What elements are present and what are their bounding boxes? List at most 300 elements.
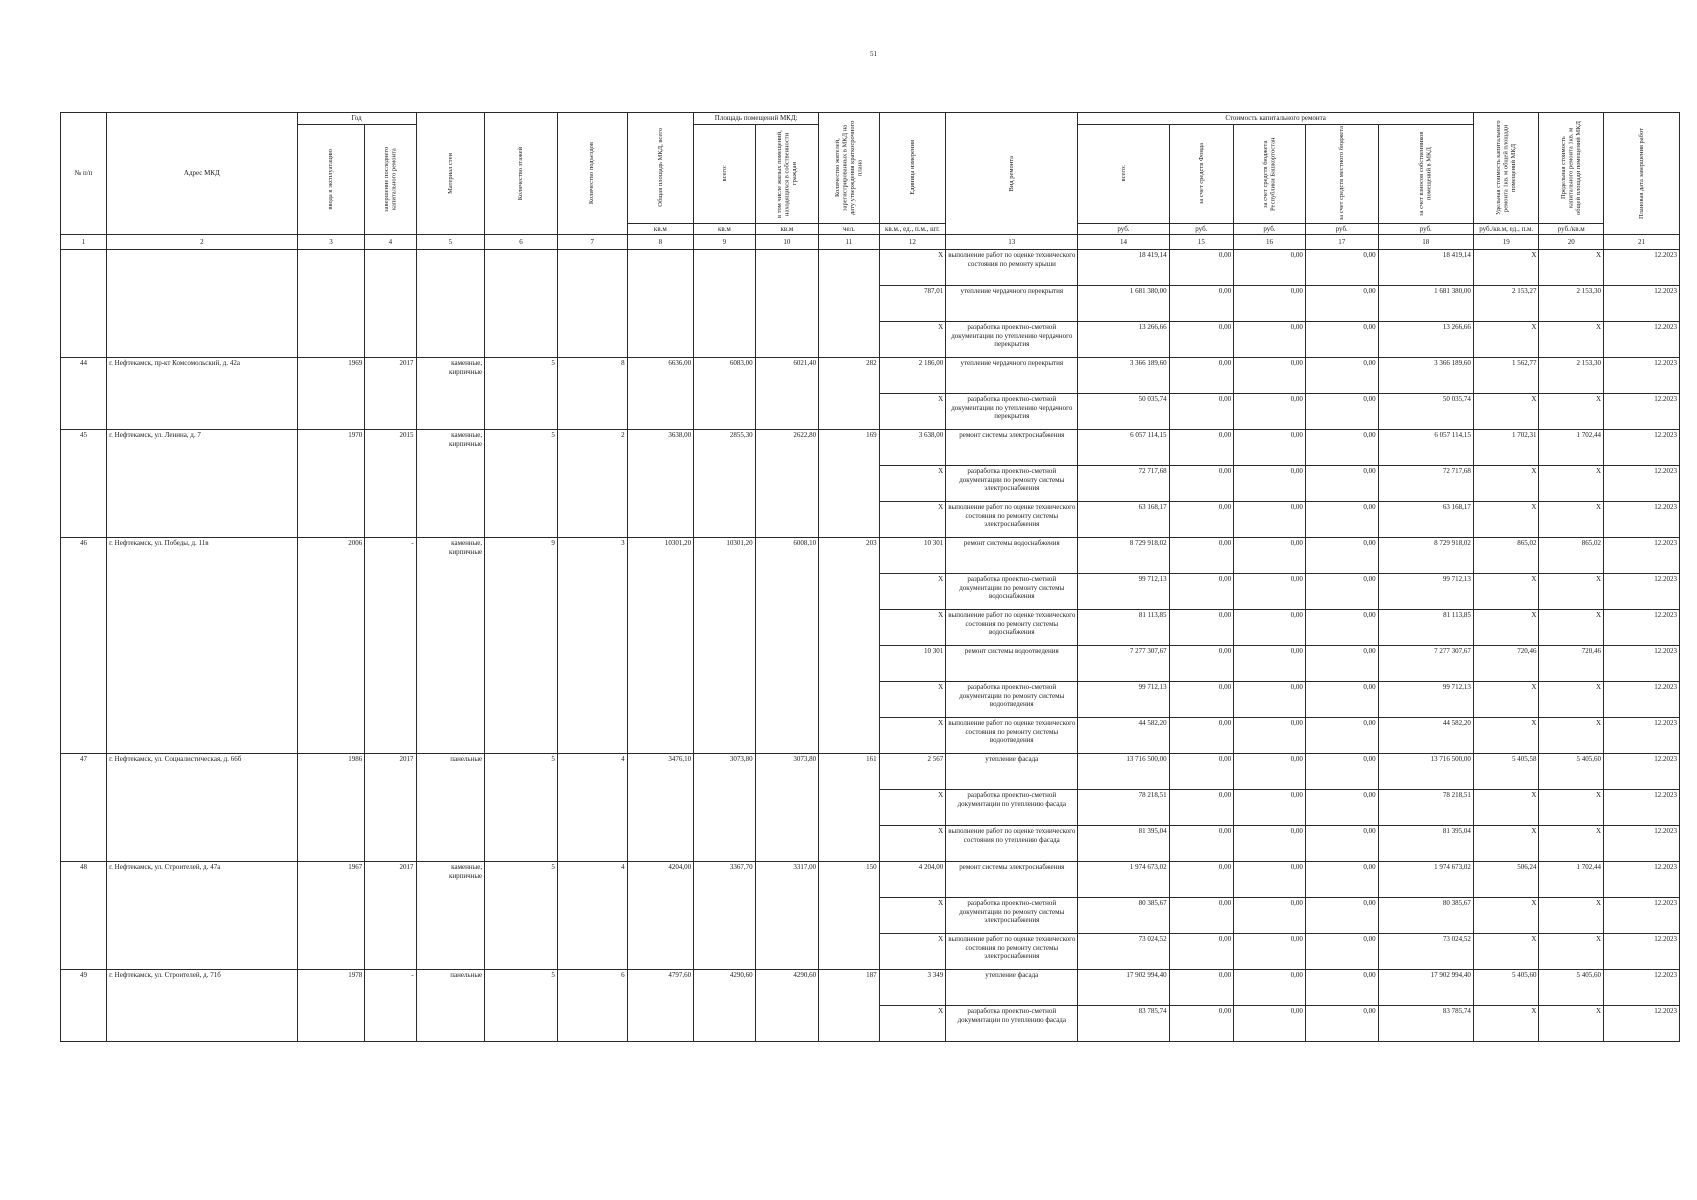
unit-cell: чел. [819, 223, 879, 235]
repair-type: разработка проектно-сметной документации по утеплению чердачного перекрытия [946, 394, 1078, 430]
cost-fund: 0,00 [1169, 394, 1234, 430]
repair-type: выполнение работ по оценке технического состояния по ремонту системы водоснабжения [946, 610, 1078, 646]
specific-cost: X [1473, 250, 1539, 286]
header-year-last-repair: завершение последнего капитального ремонта [382, 146, 398, 212]
repair-type: выполнение работ по оценке технического состояния по ремонту крыши [946, 250, 1078, 286]
premises-area: 4290,60 [694, 970, 755, 1042]
cost-republic: 0,00 [1234, 322, 1306, 358]
limit-cost: X [1539, 682, 1604, 718]
work-quantity: 2 567 [879, 754, 946, 790]
planned-date: 12.2023 [1604, 862, 1680, 898]
floors-count: 9 [485, 538, 558, 754]
cost-republic: 0,00 [1234, 970, 1306, 1006]
specific-cost: 5 405,58 [1473, 754, 1539, 790]
entrances-count: 3 [557, 538, 627, 754]
entrances-count: 6 [557, 970, 627, 1042]
premises-area [694, 250, 755, 358]
header-row-1 [61, 113, 1680, 125]
repair-type: утепление чердачного перекрытия [946, 286, 1078, 322]
cost-fund: 0,00 [1169, 790, 1234, 826]
column-number: 9 [694, 235, 755, 250]
row-number: 47 [61, 754, 107, 862]
work-quantity: X [879, 610, 946, 646]
residential-area: 6008,10 [755, 538, 819, 754]
specific-cost: X [1473, 718, 1539, 754]
cost-local: 0,00 [1305, 1006, 1378, 1042]
repair-plan-table [60, 112, 1680, 1042]
column-number: 19 [1473, 235, 1539, 250]
column-number: 18 [1378, 235, 1473, 250]
cost-total: 1 681 380,00 [1078, 286, 1169, 322]
cost-owners: 83 785,74 [1378, 1006, 1473, 1042]
work-quantity: X [879, 826, 946, 862]
limit-cost: X [1539, 934, 1604, 970]
cost-local: 0,00 [1305, 682, 1378, 718]
residential-area: 6021,40 [755, 358, 819, 430]
repair-type: разработка проектно-сметной документации по ремонту системы водоснабжения [946, 574, 1078, 610]
specific-cost: X [1473, 826, 1539, 862]
planned-date: 12.2023 [1604, 646, 1680, 682]
cost-fund: 0,00 [1169, 934, 1234, 970]
cost-republic: 0,00 [1234, 538, 1306, 574]
unit-cell: руб. [1378, 223, 1473, 235]
unit-cell: кв.м [694, 223, 755, 235]
cost-total: 44 582,20 [1078, 718, 1169, 754]
unit-cell: руб. [1078, 223, 1169, 235]
column-number: 10 [755, 235, 819, 250]
residential-area [755, 250, 819, 358]
total-area: 4204,00 [627, 862, 694, 970]
limit-cost: 865,02 [1539, 538, 1604, 574]
cost-fund: 0,00 [1169, 574, 1234, 610]
cost-republic: 0,00 [1234, 790, 1306, 826]
unit-cell: руб./кв.м [1539, 223, 1604, 235]
column-number: 13 [946, 235, 1078, 250]
table-row [61, 754, 1680, 790]
header-limit-cost: Предельная стоимость капитального ремонта 1кв. м общей площади помещений МКД [1559, 120, 1582, 215]
cost-owners: 99 712,13 [1378, 682, 1473, 718]
cost-local: 0,00 [1305, 754, 1378, 790]
limit-cost: X [1539, 826, 1604, 862]
header-cost-total: всего: [1119, 165, 1127, 182]
specific-cost: X [1473, 682, 1539, 718]
cost-republic: 0,00 [1234, 502, 1306, 538]
cost-local: 0,00 [1305, 610, 1378, 646]
cost-owners: 1 974 673,02 [1378, 862, 1473, 898]
cost-owners: 80 385,67 [1378, 898, 1473, 934]
premises-area: 6083,00 [694, 358, 755, 430]
cost-republic: 0,00 [1234, 394, 1306, 430]
specific-cost: 1 562,77 [1473, 358, 1539, 394]
cost-republic: 0,00 [1234, 430, 1306, 466]
building-address: г. Нефтекамск, пр-кт Комсомольский, д. 42а [107, 358, 298, 430]
header-cost-republic: за счет средств бюджета Республики Башкортостан [1261, 136, 1277, 211]
specific-cost: X [1473, 1006, 1539, 1042]
planned-date: 12.2023 [1604, 682, 1680, 718]
cost-fund: 0,00 [1169, 898, 1234, 934]
planned-date: 12.2023 [1604, 430, 1680, 466]
repair-type: ремонт системы водоотведения [946, 646, 1078, 682]
planned-date: 12.2023 [1604, 718, 1680, 754]
cost-total: 78 218,51 [1078, 790, 1169, 826]
cost-republic: 0,00 [1234, 682, 1306, 718]
table-row [61, 862, 1680, 898]
unit-cell: кв.м [755, 223, 819, 235]
column-number: 16 [1234, 235, 1306, 250]
total-area: 6636,00 [627, 358, 694, 430]
planned-date: 12.2023 [1604, 466, 1680, 502]
repair-type: разработка проектно-сметной документации по ремонту системы электроснабжения [946, 898, 1078, 934]
repair-type: ремонт системы водоснабжения [946, 538, 1078, 574]
cost-total: 13 716 500,00 [1078, 754, 1169, 790]
specific-cost: 2 153,27 [1473, 286, 1539, 322]
column-number: 7 [557, 235, 627, 250]
cost-republic: 0,00 [1234, 466, 1306, 502]
cost-fund: 0,00 [1169, 502, 1234, 538]
repair-type: разработка проектно-сметной документации по утеплению фасада [946, 1006, 1078, 1042]
year-last-repair: 2017 [365, 862, 416, 970]
premises-area: 2855,30 [694, 430, 755, 538]
floors-count: 5 [485, 754, 558, 862]
cost-fund: 0,00 [1169, 718, 1234, 754]
year-built: 1978 [297, 970, 365, 1042]
limit-cost: X [1539, 1006, 1604, 1042]
repair-type: утепление чердачного перекрытия [946, 358, 1078, 394]
header-cost-group: Стоимость капитального ремонта [1078, 113, 1474, 125]
planned-date: 12.2023 [1604, 898, 1680, 934]
year-last-repair [365, 250, 416, 358]
cost-republic: 0,00 [1234, 610, 1306, 646]
limit-cost: X [1539, 502, 1604, 538]
cost-total: 81 395,04 [1078, 826, 1169, 862]
specific-cost: 720,46 [1473, 646, 1539, 682]
building-address: г. Нефтекамск, ул. Победы, д. 11в [107, 538, 298, 754]
cost-local: 0,00 [1305, 862, 1378, 898]
year-last-repair: 2017 [365, 358, 416, 430]
limit-cost: X [1539, 250, 1604, 286]
row-number: 49 [61, 970, 107, 1042]
cost-local: 0,00 [1305, 250, 1378, 286]
repair-type: разработка проектно-сметной документации по ремонту системы электроснабжения [946, 466, 1078, 502]
year-last-repair: - [365, 970, 416, 1042]
cost-total: 8 729 918,02 [1078, 538, 1169, 574]
limit-cost: X [1539, 466, 1604, 502]
header-repair-type: Вид ремонта [1008, 155, 1016, 192]
cost-owners: 81 113,85 [1378, 610, 1473, 646]
cost-total: 72 717,68 [1078, 466, 1169, 502]
cost-republic: 0,00 [1234, 646, 1306, 682]
column-number: 17 [1305, 235, 1378, 250]
limit-cost: 1 702,44 [1539, 430, 1604, 466]
cost-fund: 0,00 [1169, 682, 1234, 718]
residential-area: 3073,80 [755, 754, 819, 862]
limit-cost: X [1539, 790, 1604, 826]
wall-material: каменные, кирпичные [416, 538, 485, 754]
cost-fund: 0,00 [1169, 466, 1234, 502]
cost-republic: 0,00 [1234, 934, 1306, 970]
work-quantity: X [879, 790, 946, 826]
cost-owners: 78 218,51 [1378, 790, 1473, 826]
column-number: 8 [627, 235, 694, 250]
column-number: 15 [1169, 235, 1234, 250]
wall-material: панельные [416, 754, 485, 862]
year-built: 1986 [297, 754, 365, 862]
building-address: г. Нефтекамск, ул. Социалистическая, д. 66б [107, 754, 298, 862]
cost-owners: 73 024,52 [1378, 934, 1473, 970]
cost-owners: 13 716 500,00 [1378, 754, 1473, 790]
repair-type: разработка проектно-сметной документации по утеплению чердачного перекрытия [946, 322, 1078, 358]
cost-local: 0,00 [1305, 358, 1378, 394]
cost-owners: 50 035,74 [1378, 394, 1473, 430]
cost-owners: 7 277 307,67 [1378, 646, 1473, 682]
header-floors: Количество этажей [517, 146, 525, 201]
cost-total: 18 419,14 [1078, 250, 1169, 286]
limit-cost: 720,46 [1539, 646, 1604, 682]
cost-owners: 17 902 994,40 [1378, 970, 1473, 1006]
column-number: 12 [879, 235, 946, 250]
work-quantity: 10 301 [879, 646, 946, 682]
planned-date: 12.2023 [1604, 826, 1680, 862]
specific-cost: X [1473, 394, 1539, 430]
work-quantity: X [879, 898, 946, 934]
row-number: 46 [61, 538, 107, 754]
table-row [61, 970, 1680, 1006]
planned-date: 12.2023 [1604, 574, 1680, 610]
specific-cost: X [1473, 466, 1539, 502]
specific-cost: X [1473, 934, 1539, 970]
planned-date: 12.2023 [1604, 970, 1680, 1006]
planned-date: 12.2023 [1604, 754, 1680, 790]
work-quantity: 10 301 [879, 538, 946, 574]
cost-fund: 0,00 [1169, 250, 1234, 286]
cost-republic: 0,00 [1234, 862, 1306, 898]
repair-type: утепление фасада [946, 970, 1078, 1006]
cost-republic: 0,00 [1234, 898, 1306, 934]
limit-cost: 1 702,44 [1539, 862, 1604, 898]
cost-republic: 0,00 [1234, 826, 1306, 862]
planned-date: 12.2023 [1604, 790, 1680, 826]
specific-cost: X [1473, 502, 1539, 538]
cost-local: 0,00 [1305, 646, 1378, 682]
entrances-count [557, 250, 627, 358]
year-built [297, 250, 365, 358]
header-cost-local: за счет средств местного бюджета [1337, 126, 1345, 221]
cost-owners: 99 712,13 [1378, 574, 1473, 610]
cost-fund: 0,00 [1169, 358, 1234, 394]
cost-republic: 0,00 [1234, 286, 1306, 322]
header-residents: Количество жителей, зарегистрированных в МКД на дату утверждения краткосрочного плана [833, 120, 864, 215]
unit-cell: руб. [1234, 223, 1306, 235]
repair-type: выполнение работ по оценке технического состояния по ремонту системы электроснабжения [946, 934, 1078, 970]
residents-count: 187 [819, 970, 879, 1042]
cost-owners: 1 681 380,00 [1378, 286, 1473, 322]
header-year-group: Год [297, 113, 416, 125]
year-last-repair: 2017 [365, 754, 416, 862]
header-area-residential: в том числе жилых помещений, находящихся в собственности граждан [775, 129, 798, 218]
wall-material [416, 250, 485, 358]
specific-cost: 506,24 [1473, 862, 1539, 898]
repair-type: выполнение работ по оценке технического состояния по ремонту системы водоотведения [946, 718, 1078, 754]
header-specific-cost: Удельная стоимость капитального ремонта 1кв. м общей площади помещений МКД [1494, 120, 1517, 216]
cost-republic: 0,00 [1234, 358, 1306, 394]
cost-fund: 0,00 [1169, 646, 1234, 682]
planned-date: 12.2023 [1604, 502, 1680, 538]
specific-cost: X [1473, 790, 1539, 826]
work-quantity: X [879, 574, 946, 610]
total-area: 3476,10 [627, 754, 694, 862]
work-quantity: X [879, 718, 946, 754]
premises-area: 3367,70 [694, 862, 755, 970]
wall-material: каменные, кирпичные [416, 862, 485, 970]
entrances-count: 4 [557, 862, 627, 970]
limit-cost: 2 153,30 [1539, 358, 1604, 394]
limit-cost: X [1539, 574, 1604, 610]
limit-cost: X [1539, 718, 1604, 754]
header-year-built: ввода в эксплуатацию [327, 148, 335, 210]
header-address: Адрес МКД [107, 113, 298, 235]
cost-republic: 0,00 [1234, 718, 1306, 754]
cost-fund: 0,00 [1169, 1006, 1234, 1042]
unit-cell: руб. [1169, 223, 1234, 235]
row-number: 48 [61, 862, 107, 970]
cost-owners: 63 168,17 [1378, 502, 1473, 538]
floors-count: 5 [485, 358, 558, 430]
work-quantity: 3 638,00 [879, 430, 946, 466]
cost-total: 99 712,13 [1078, 574, 1169, 610]
table-row [61, 250, 1680, 286]
residential-area: 4290,60 [755, 970, 819, 1042]
year-built: 1969 [297, 358, 365, 430]
work-quantity: 2 186,00 [879, 358, 946, 394]
row-number: 45 [61, 430, 107, 538]
cost-total: 99 712,13 [1078, 682, 1169, 718]
entrances-count: 2 [557, 430, 627, 538]
column-number: 2 [107, 235, 298, 250]
repair-type: выполнение работ по оценке технического состояния по утеплению фасада [946, 826, 1078, 862]
work-quantity: 3 349 [879, 970, 946, 1006]
cost-owners: 3 366 189,60 [1378, 358, 1473, 394]
cost-owners: 81 395,04 [1378, 826, 1473, 862]
wall-material: каменные, кирпичные [416, 358, 485, 430]
building-address: г. Нефтекамск, ул. Строителей, д. 47а [107, 862, 298, 970]
table-row [61, 430, 1680, 466]
planned-date: 12.2023 [1604, 286, 1680, 322]
cost-local: 0,00 [1305, 934, 1378, 970]
column-number: 21 [1604, 235, 1680, 250]
limit-cost: 5 405,60 [1539, 754, 1604, 790]
premises-area: 3073,80 [694, 754, 755, 862]
limit-cost: X [1539, 394, 1604, 430]
column-number: 14 [1078, 235, 1169, 250]
cost-local: 0,00 [1305, 970, 1378, 1006]
cost-total: 13 266,66 [1078, 322, 1169, 358]
header-no: № п/п [61, 113, 107, 235]
cost-local: 0,00 [1305, 466, 1378, 502]
building-address: г. Нефтекамск, ул. Строителей, д. 71б [107, 970, 298, 1042]
work-quantity: 4 204,00 [879, 862, 946, 898]
wall-material: каменные, кирпичные [416, 430, 485, 538]
specific-cost: 5 405,60 [1473, 970, 1539, 1006]
entrances-count: 8 [557, 358, 627, 430]
unit-cell: руб. [1305, 223, 1378, 235]
planned-date: 12.2023 [1604, 358, 1680, 394]
year-built: 1967 [297, 862, 365, 970]
work-quantity: X [879, 1006, 946, 1042]
column-numbers-row [61, 235, 1680, 250]
total-area [627, 250, 694, 358]
cost-local: 0,00 [1305, 538, 1378, 574]
cost-owners: 72 717,68 [1378, 466, 1473, 502]
specific-cost: X [1473, 610, 1539, 646]
limit-cost: X [1539, 322, 1604, 358]
unit-cell: кв.м [627, 223, 694, 235]
specific-cost: 865,02 [1473, 538, 1539, 574]
cost-total: 17 902 994,40 [1078, 970, 1169, 1006]
year-last-repair: - [365, 538, 416, 754]
table-row [61, 538, 1680, 574]
repair-type: утепление фасада [946, 754, 1078, 790]
header-cost-fund: за счет средств Фонда [1197, 142, 1205, 205]
cost-local: 0,00 [1305, 286, 1378, 322]
header-total-area: Общая площадь МКД, всего [656, 128, 664, 208]
specific-cost: X [1473, 322, 1539, 358]
cost-local: 0,00 [1305, 322, 1378, 358]
floors-count: 5 [485, 430, 558, 538]
residential-area: 3317,00 [755, 862, 819, 970]
total-area: 10301,20 [627, 538, 694, 754]
cost-total: 1 974 673,02 [1078, 862, 1169, 898]
wall-material: панельные [416, 970, 485, 1042]
work-quantity: X [879, 502, 946, 538]
repair-type: выполнение работ по оценке технического состояния по ремонту системы электроснабжения [946, 502, 1078, 538]
cost-local: 0,00 [1305, 790, 1378, 826]
limit-cost: X [1539, 898, 1604, 934]
header-unit: Единица измерения [908, 140, 916, 196]
header-wall-material: Материал стен [446, 153, 454, 194]
building-address: г. Нефтекамск, ул. Ленина, д. 7 [107, 430, 298, 538]
work-quantity: X [879, 250, 946, 286]
cost-republic: 0,00 [1234, 754, 1306, 790]
cost-owners: 18 419,14 [1378, 250, 1473, 286]
unit-cell: кв.м., ед., п.м., шт. [879, 223, 946, 235]
residential-area: 2622,80 [755, 430, 819, 538]
column-number: 4 [365, 235, 416, 250]
cost-republic: 0,00 [1234, 1006, 1306, 1042]
header-cost-owners: за счет взносов собственников помещений в МКД [1418, 131, 1433, 216]
column-number: 6 [485, 235, 558, 250]
cost-total: 80 385,67 [1078, 898, 1169, 934]
specific-cost: X [1473, 574, 1539, 610]
repair-type: ремонт системы электроснабжения [946, 430, 1078, 466]
cost-republic: 0,00 [1234, 250, 1306, 286]
cost-total: 73 024,52 [1078, 934, 1169, 970]
planned-date: 12.2023 [1604, 394, 1680, 430]
cost-fund: 0,00 [1169, 430, 1234, 466]
cost-total: 50 035,74 [1078, 394, 1169, 430]
cost-owners: 6 057 114,15 [1378, 430, 1473, 466]
cost-owners: 8 729 918,02 [1378, 538, 1473, 574]
repair-type: ремонт системы электроснабжения [946, 862, 1078, 898]
year-built: 2006 [297, 538, 365, 754]
column-number: 11 [819, 235, 879, 250]
column-number: 20 [1539, 235, 1604, 250]
row-number: 44 [61, 358, 107, 430]
page-number: 51 [870, 50, 877, 58]
cost-fund: 0,00 [1169, 610, 1234, 646]
planned-date: 12.2023 [1604, 610, 1680, 646]
unit-cell: руб./кв.м, ед., п.м. [1473, 223, 1539, 235]
cost-total: 3 366 189,60 [1078, 358, 1169, 394]
